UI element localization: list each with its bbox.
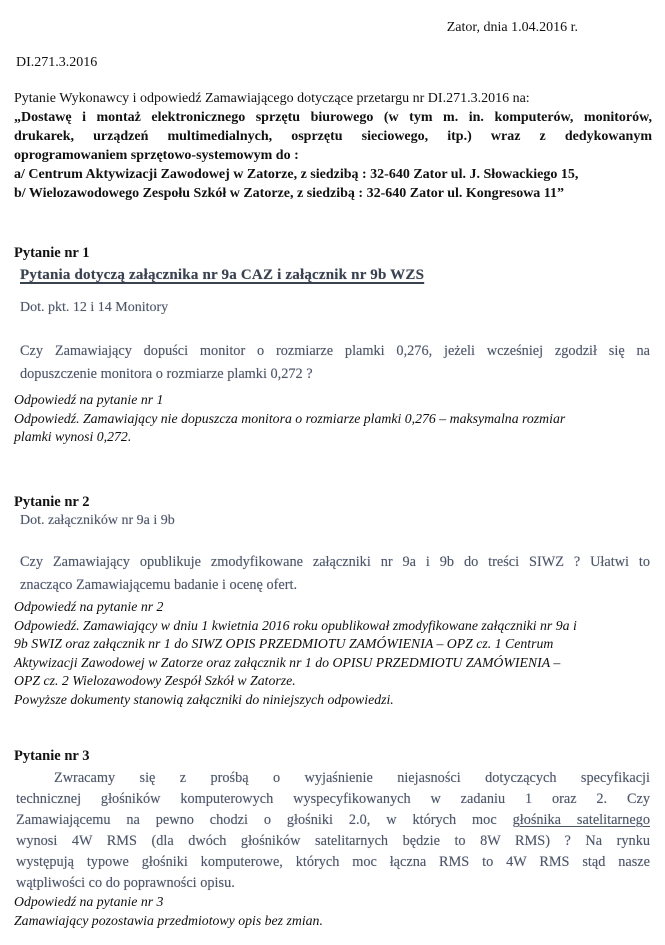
- tender-subject-line: drukarek, urządzeń multimedialnych, osprzętu sieciowego, itp.) wraz z dedykowanym: [14, 129, 652, 144]
- tender-subject-line: oprogramowaniem sprzętowo-systemowym do :: [14, 148, 299, 163]
- reference-number: DI.271.3.2016: [16, 55, 98, 70]
- answer-2-label: Odpowiedź na pytanie nr 2: [14, 599, 164, 614]
- question-line: Zwracamy się z prośbą o wyjaśnienie niejasności dotyczących specyfikacji: [54, 770, 650, 786]
- answer-line: Aktywizacji Zawodowej w Zatorze oraz załącznik nr 1 do OPISU PRZEDMIOTU ZAMÓWIENIA –: [14, 654, 561, 670]
- question-1-reference: Dot. pkt. 12 i 14 Monitory: [20, 300, 169, 315]
- tender-subject-line: „Dostawę i montaż elektronicznego sprzętu biurowego (w tym m. in. komputerów, monitorów,: [14, 110, 652, 125]
- answer-line: plamki wynosi 0,272.: [14, 429, 132, 444]
- question-1-heading: Pytanie nr 1: [14, 245, 90, 261]
- question-1-scan-heading: [20, 267, 650, 284]
- question-line: występują typowe głośniki komputerowe, których moc łączna RMS to 4W RMS stąd nasze: [16, 854, 650, 870]
- question-3-heading: Pytanie nr 3: [14, 748, 90, 764]
- question-line: dopuszczenie monitora o rozmiarze plamki 0,272 ?: [20, 366, 313, 382]
- intro-line: Pytanie Wykonawcy i odpowiedź Zamawiającego dotyczące przetargu nr DI.271.3.2016 na:: [14, 91, 530, 106]
- answer-3-label: Odpowiedź na pytanie nr 3: [14, 894, 164, 909]
- scan-heading-underlined-text: Pytania dotyczą załącznika nr 9a CAZ i załącznik nr 9b WZS: [20, 267, 425, 283]
- question-line: znacząco Zamawiającemu badanie i ocenę ofert.: [20, 577, 298, 593]
- question-2-text: [20, 551, 650, 597]
- question-line: Czy Zamawiający dopuści monitor o rozmiarze plamki 0,276, jeżeli wcześniej zgodził się na: [20, 343, 650, 359]
- date-line: Zator, dnia 1.04.2016 r.: [446, 20, 578, 35]
- underlined-phrase: głośnika satelitarnego: [512, 812, 650, 828]
- address-line-b: b/ Wielozawodowego Zespołu Szkół w Zatorze, z siedzibą : 32-640 Zator ul. Kongresowa 11”: [14, 186, 565, 201]
- question-1-text: [20, 340, 650, 386]
- answer-line: Odpowiedź. Zamawiający w dniu 1 kwietnia 2016 roku opublikował zmodyfikowane załączniki nr 9a i: [14, 617, 577, 633]
- answer-line: Powyższe dokumenty stanowią załączniki do niniejszych odpowiedzi.: [14, 691, 394, 707]
- question-3-text: [16, 768, 650, 894]
- answer-line: OPZ cz. 2 Wielozawodowy Zespół Szkół w Zatorze.: [14, 673, 296, 688]
- answer-line: 9b SWIZ oraz załącznik nr 1 do SIWZ OPIS PRZEDMIOTU ZAMÓWIENIA – OPZ cz. 1 Centrum: [14, 636, 554, 651]
- answer-1-block: [14, 391, 652, 447]
- question-2-heading: Pytanie nr 2: [14, 494, 90, 510]
- question-line: technicznej głośników komputerowych wyspecyfikowanych w zadaniu 1 oraz 2. Czy: [16, 791, 650, 807]
- answer-line: Odpowiedź. Zamawiający nie dopuszcza monitora o rozmiarze plamki 0,276 – maksymalna rozmiar: [14, 410, 566, 426]
- intro-paragraph: [14, 89, 652, 203]
- question-line: wynosi 4W RMS (dla dwóch głośników satelitarnych będzie to 8W RMS) ? Na rynku: [16, 833, 650, 849]
- question-line: wątpliwości co do poprawności opisu.: [16, 875, 235, 891]
- answer-2-block: [14, 598, 652, 709]
- answer-1-label: Odpowiedź na pytanie nr 1: [14, 392, 164, 407]
- answer-line: Zamawiający pozostawia przedmiotowy opis bez zmian.: [14, 912, 323, 928]
- answer-3-block: [14, 893, 652, 930]
- question-line-with-underline: [16, 810, 650, 831]
- question-line-plain-part: Zamawiającemu na pewno chodzi o głośniki 2.0, w których moc: [16, 812, 513, 828]
- address-line-a: a/ Centrum Aktywizacji Zawodowej w Zatorze, z siedzibą : 32-640 Zator ul. J. Słowackiego 15,: [14, 167, 579, 182]
- question-line: Czy Zamawiający opublikuje zmodyfikowane załączniki nr 9a i 9b do treści SIWZ ? Ułatwi to: [20, 554, 650, 570]
- question-2-reference: Dot. załączników nr 9a i 9b: [20, 513, 175, 528]
